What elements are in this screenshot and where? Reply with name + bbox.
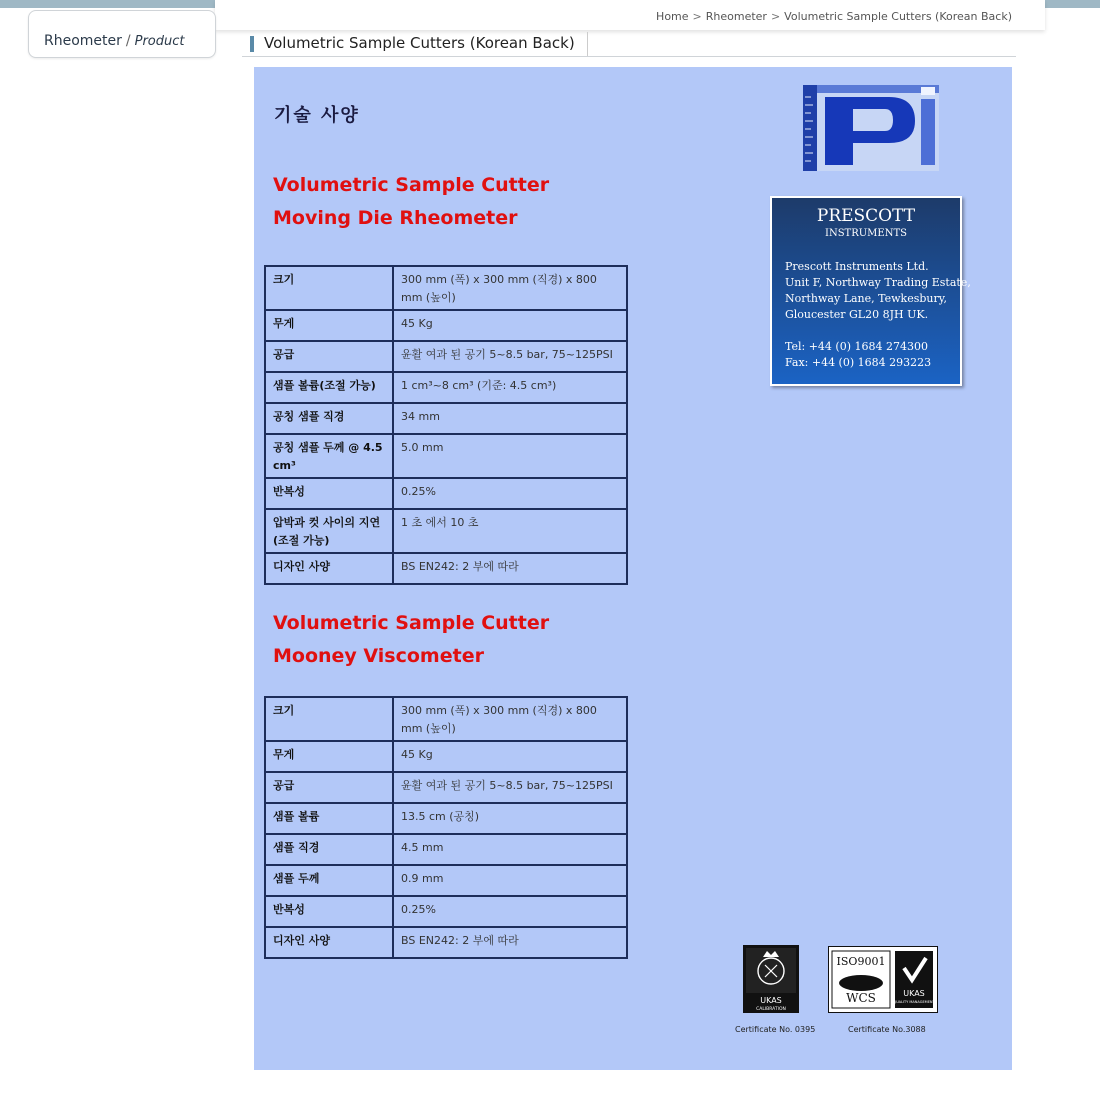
certificate-label: Certificate No.3088 <box>848 1025 926 1034</box>
product-title-mooney <box>273 607 549 673</box>
table-row <box>265 341 627 372</box>
company-subtitle: INSTRUMENTS <box>825 228 907 239</box>
spec-key: 압박과 컷 사이의 지연 (조절 가능) <box>265 509 393 553</box>
address-line: Northway Lane, Tewkesbury, <box>785 292 948 305</box>
table-row <box>265 553 627 584</box>
spec-key: 무게 <box>265 741 393 772</box>
table-row <box>265 865 627 896</box>
table-row <box>265 434 627 478</box>
product-title-line2: Moving Die Rheometer <box>273 207 518 229</box>
spec-value: 윤활 여과 된 공기 5~8.5 bar, 75~125PSI <box>393 341 627 372</box>
spec-key: 샘플 두께 <box>265 865 393 896</box>
address-line: Unit F, Northway Trading Estate, <box>785 276 971 289</box>
spec-key: 디자인 사양 <box>265 927 393 958</box>
product-title-line2: Mooney Viscometer <box>273 645 484 667</box>
spec-value: 0.25% <box>393 478 627 509</box>
table-row <box>265 478 627 509</box>
table-row <box>265 697 627 741</box>
company-contact <box>785 339 931 371</box>
breadcrumb-separator: > <box>770 10 781 23</box>
company-tel: Tel: +44 (0) 1684 274300 <box>785 340 928 353</box>
spec-key: 샘플 볼륨(조절 가능) <box>265 372 393 403</box>
spec-value: BS EN242: 2 부에 따라 <box>393 927 627 958</box>
spec-key: 공칭 샘플 두께 @ 4.5 cm³ <box>265 434 393 478</box>
spec-value: 0.9 mm <box>393 865 627 896</box>
table-row <box>265 896 627 927</box>
spec-value: 5.0 mm <box>393 434 627 478</box>
iso9001-ukas-badge-icon <box>828 946 938 1013</box>
table-row <box>265 403 627 434</box>
pi-logo-icon <box>803 85 939 171</box>
spec-table-mdr <box>264 265 628 585</box>
spec-table-mooney <box>264 696 628 959</box>
spec-value: 윤활 여과 된 공기 5~8.5 bar, 75~125PSI <box>393 772 627 803</box>
product-spec-image <box>254 67 1012 1070</box>
category-separator: / <box>125 33 131 49</box>
spec-key: 무게 <box>265 310 393 341</box>
table-row <box>265 372 627 403</box>
table-row <box>265 310 627 341</box>
spec-value: 13.5 cm (공칭) <box>393 803 627 834</box>
spec-key: 공급 <box>265 341 393 372</box>
title-divider <box>587 32 588 56</box>
company-name: PRESCOTT <box>816 206 916 226</box>
table-row <box>265 803 627 834</box>
table-row <box>265 741 627 772</box>
spec-key: 반복성 <box>265 896 393 927</box>
spec-value: 300 mm (폭) x 300 mm (직경) x 800 mm (높이) <box>393 266 627 310</box>
sidebar-category-tab[interactable] <box>28 10 216 58</box>
spec-heading: 기술 사양 <box>274 105 360 126</box>
address-line: Prescott Instruments Ltd. <box>785 260 929 273</box>
title-accent-bar <box>250 36 254 52</box>
company-address-card <box>770 196 971 386</box>
table-row <box>265 927 627 958</box>
table-row <box>265 509 627 553</box>
breadcrumb-home[interactable]: Home <box>656 10 689 23</box>
spec-key: 반복성 <box>265 478 393 509</box>
subcategory-name[interactable]: Product <box>134 34 185 49</box>
company-fax: Fax: +44 (0) 1684 293223 <box>785 356 932 369</box>
sidebar-category-label <box>44 33 184 49</box>
ukas-quality-text: UKAS <box>903 989 925 998</box>
table-row <box>265 266 627 310</box>
ukas-calibration-badge-icon <box>743 945 799 1013</box>
iso-badge-text: ISO9001 <box>836 955 886 968</box>
spec-value: 0.25% <box>393 896 627 927</box>
product-title-mdr <box>273 169 549 235</box>
breadcrumb-separator: > <box>692 10 702 23</box>
spec-value: 45 Kg <box>393 741 627 772</box>
spec-value: 45 Kg <box>393 310 627 341</box>
spec-value: 300 mm (폭) x 300 mm (직경) x 800 mm (높이) <box>393 697 627 741</box>
spec-value: 1 초 에서 10 초 <box>393 509 627 553</box>
spec-value: 4.5 mm <box>393 834 627 865</box>
ukas-quality-sub: QUALITY MANAGEMENT <box>893 1000 935 1004</box>
page-title-bar <box>242 30 1016 57</box>
breadcrumb-rheometer[interactable]: Rheometer <box>705 10 767 23</box>
table-row <box>265 834 627 865</box>
ukas-badge-sub: CALIBRATION <box>756 1007 786 1012</box>
spec-value: BS EN242: 2 부에 따라 <box>393 553 627 584</box>
table-row <box>265 772 627 803</box>
iso-badge-sub: WCS <box>846 991 876 1005</box>
spec-key: 공칭 샘플 직경 <box>265 403 393 434</box>
spec-value: 34 mm <box>393 403 627 434</box>
page-title: Volumetric Sample Cutters (Korean Back) <box>264 34 575 52</box>
spec-key: 크기 <box>265 266 393 310</box>
spec-key: 샘플 볼륨 <box>265 803 393 834</box>
breadcrumb <box>656 10 1012 23</box>
address-line: Gloucester GL20 8JH UK. <box>785 308 929 321</box>
product-title-line1: Volumetric Sample Cutter <box>273 612 550 634</box>
spec-key: 디자인 사양 <box>265 553 393 584</box>
breadcrumb-current: Volumetric Sample Cutters (Korean Back) <box>784 10 1012 23</box>
spec-key: 공급 <box>265 772 393 803</box>
spec-key: 크기 <box>265 697 393 741</box>
ukas-badge-text: UKAS <box>760 996 782 1005</box>
company-address <box>785 259 971 323</box>
product-title-line1: Volumetric Sample Cutter <box>273 174 550 196</box>
spec-key: 샘플 직경 <box>265 834 393 865</box>
certificate-label: Certificate No. 0395 <box>735 1025 816 1034</box>
category-name[interactable]: Rheometer <box>44 33 122 49</box>
spec-value: 1 cm³~8 cm³ (기준: 4.5 cm³) <box>393 372 627 403</box>
